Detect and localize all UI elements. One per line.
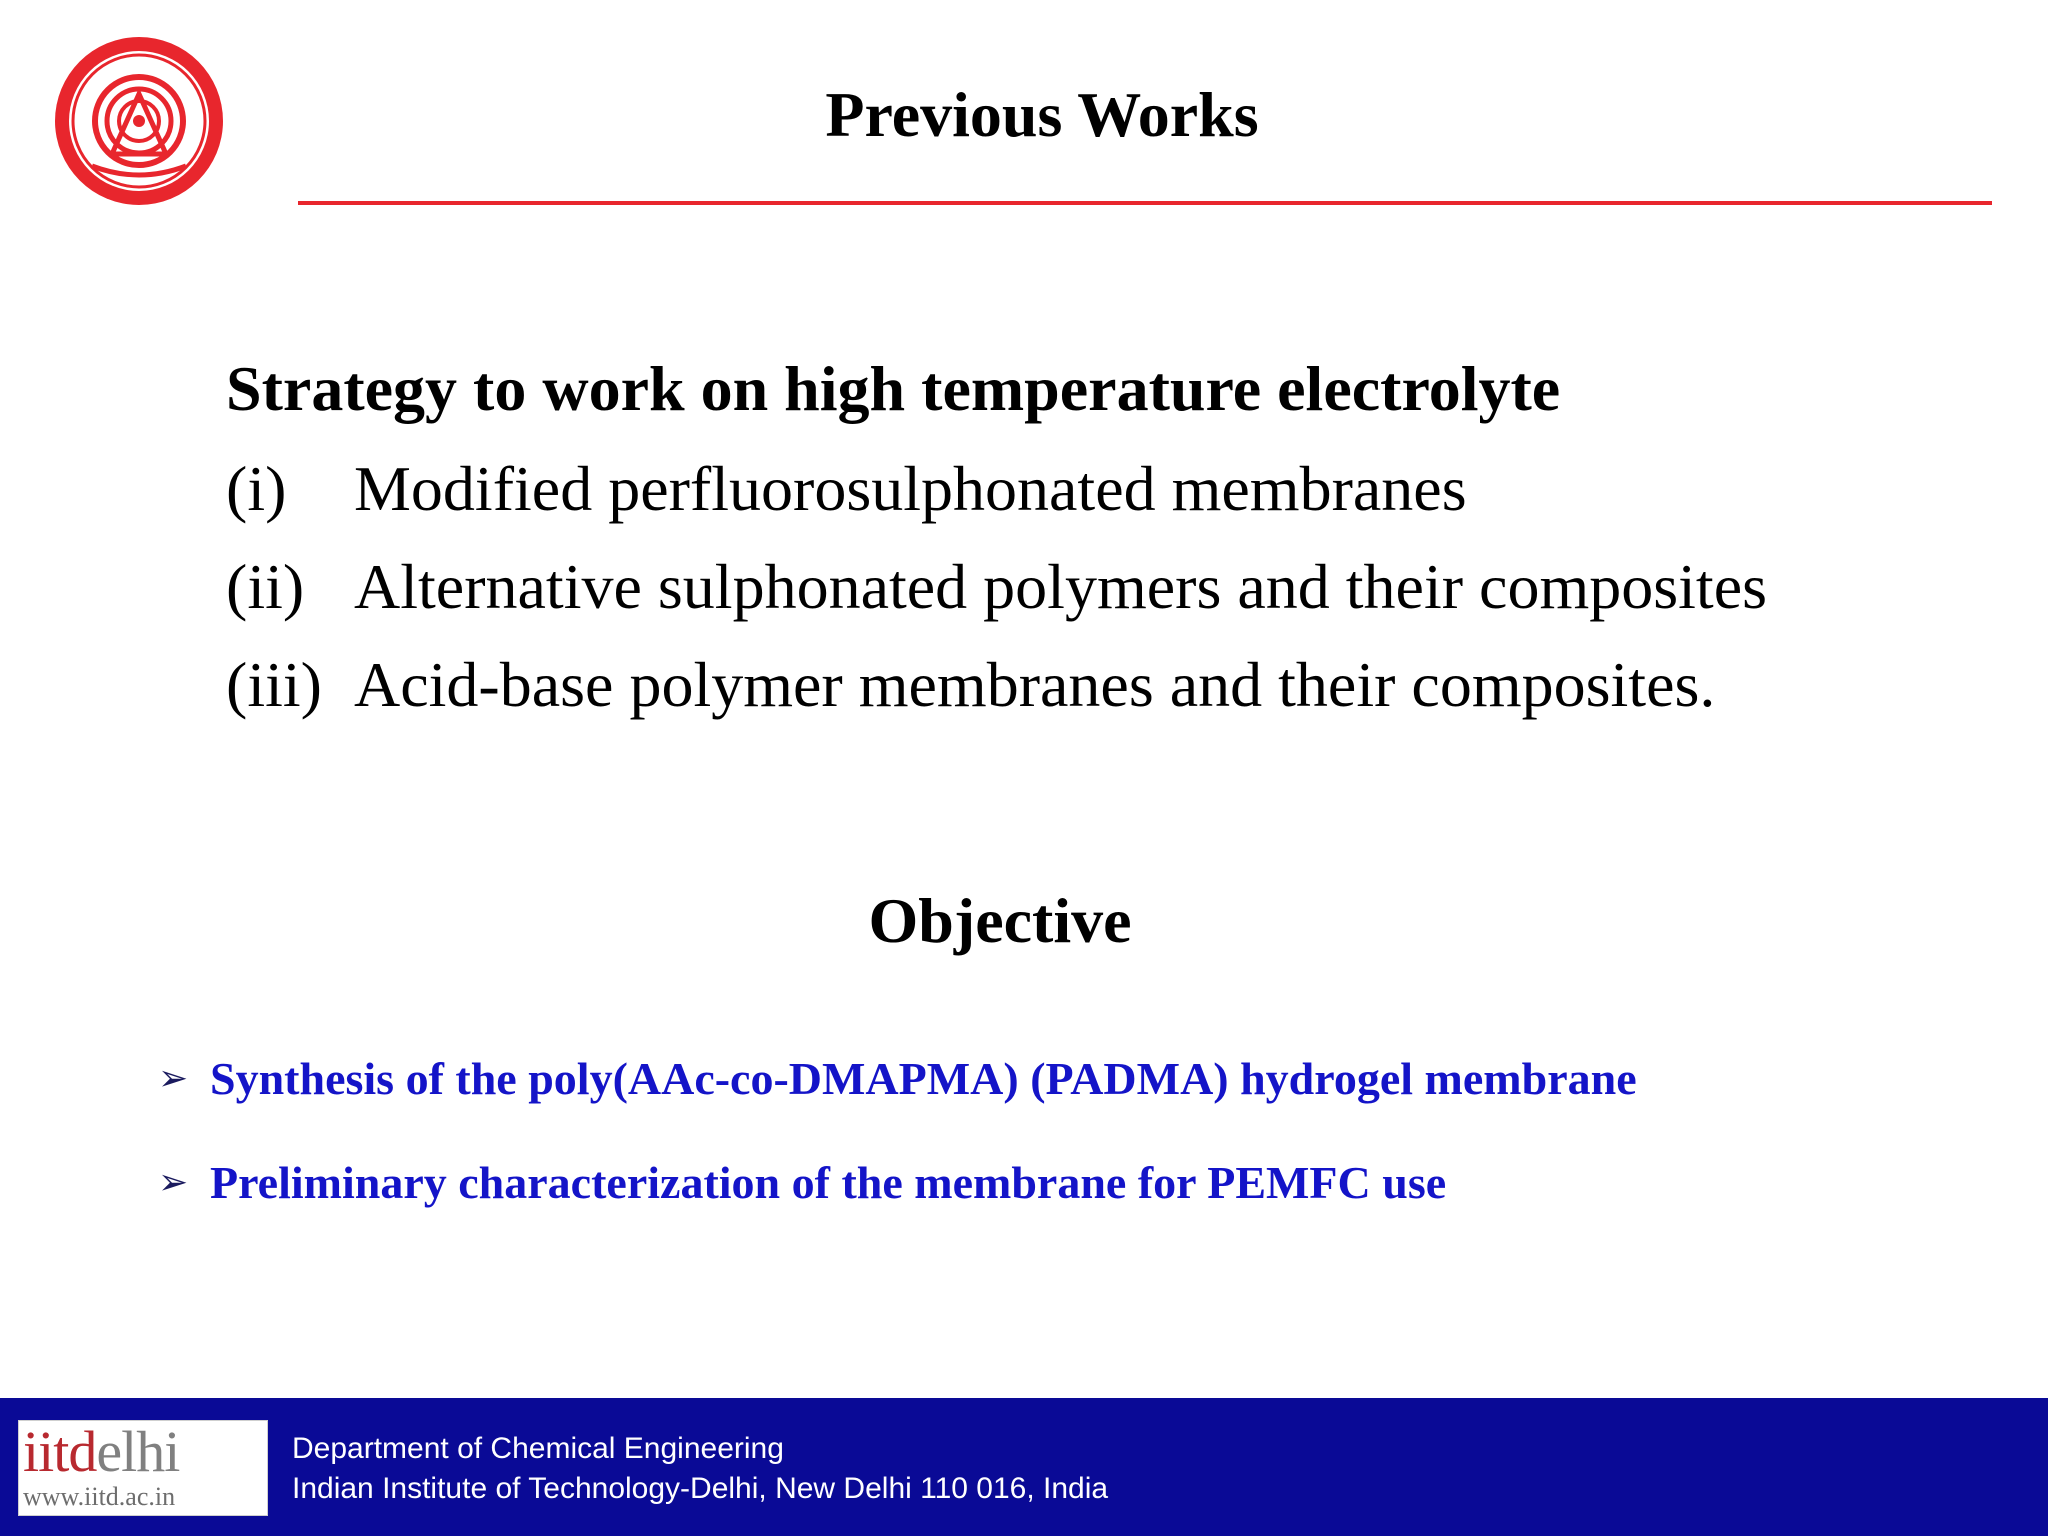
strategy-item-text: Modified perfluorosulphonated membranes (354, 453, 1467, 524)
strategy-item-number: (iii) (226, 649, 322, 720)
strategy-item (226, 648, 1715, 722)
institute-address: Indian Institute of Technology-Delhi, New Delhi 110 016, India (292, 1472, 1109, 1505)
iitdelhi-logo (18, 1420, 268, 1516)
objective-bullet-text: Preliminary characterization of the membrane for PEMFC use (210, 1157, 1447, 1208)
logo-wordmark-rest: elhi (96, 1419, 180, 1484)
slide-title: Previous Works (825, 79, 1259, 150)
objective-bullet-text: Synthesis of the poly(AAc-co-DMAPMA) (PADMA) hydrogel membrane (210, 1053, 1637, 1104)
arrow-bullet-icon: ➢ (158, 1058, 189, 1099)
strategy-item-text: Alternative sulphonated polymers and their composites (354, 551, 1767, 622)
strategy-item-number: (ii) (226, 551, 305, 622)
logo-wordmark (23, 1419, 180, 1484)
footer-bar (0, 1398, 2048, 1536)
strategy-heading: Strategy to work on high temperature electrolyte (226, 353, 1561, 424)
strategy-item (226, 550, 1767, 624)
objective-heading: Objective (868, 885, 1132, 956)
objective-bullet (158, 1052, 1637, 1105)
strategy-item-text: Acid-base polymer membranes and their composites. (354, 649, 1716, 720)
strategy-item-number: (i) (226, 453, 287, 524)
logo-wordmark-main: iitd (23, 1419, 97, 1484)
strategy-item (226, 452, 1467, 526)
title-divider (298, 201, 1992, 205)
objective-bullet (158, 1156, 1446, 1209)
iit-delhi-seal-icon (52, 34, 226, 208)
department-name: Department of Chemical Engineering (292, 1432, 784, 1465)
logo-url: www.iitd.ac.in (23, 1482, 176, 1511)
arrow-bullet-icon: ➢ (158, 1162, 189, 1203)
